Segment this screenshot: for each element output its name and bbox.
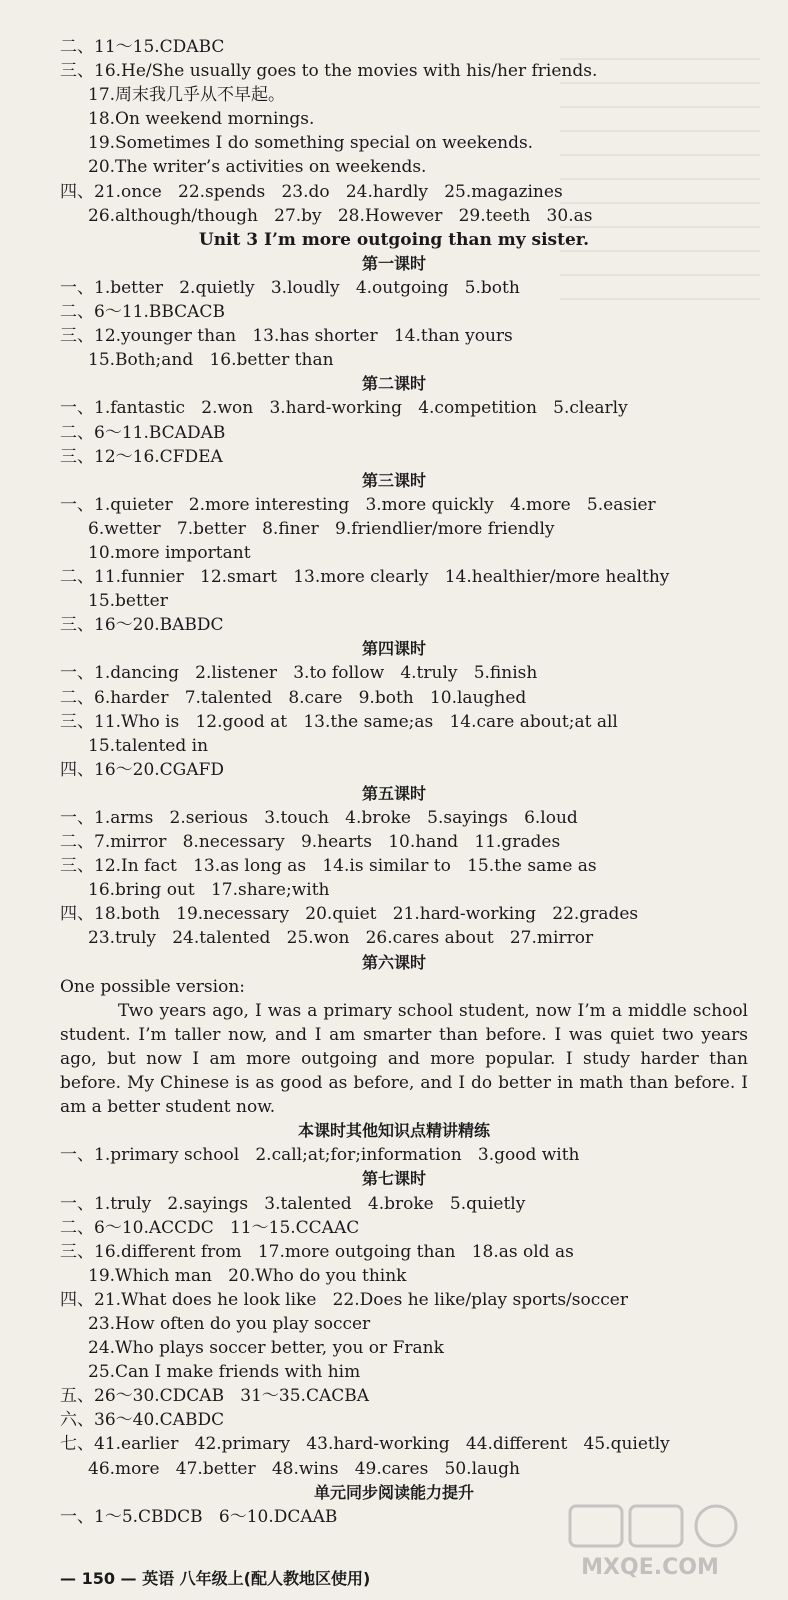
answer-line: 一、1.primary school 2.call;at;for;information 3.good with: [60, 1145, 580, 1166]
answer-line: 46.more 47.better 48.wins 49.cares 50.laugh: [88, 1458, 520, 1479]
answer-line: 四、21.What does he look like 22.Does he like/play sports/soccer: [60, 1289, 628, 1310]
watermark-logo: [530, 1502, 770, 1582]
answer-line: 三、16.different from 17.more outgoing than 18.as old as: [60, 1241, 574, 1262]
answer-line: 26.although/though 27.by 28.However 29.teeth 30.as: [88, 205, 593, 226]
answer-line: 二、11～15.CDABC: [60, 37, 225, 57]
answer-line: One possible version:: [60, 976, 245, 997]
answer-line: 23.truly 24.talented 25.won 26.cares about 27.mirror: [88, 928, 594, 949]
answer-line: 19.Sometimes I do something special on weekends.: [88, 133, 534, 154]
answer-line: 15.talented in: [88, 735, 209, 756]
answer-line: 三、12.In fact 13.as long as 14.is similar to 15.the same as: [60, 856, 597, 877]
answer-line: 三、16.He/She usually goes to the movies with his/her friends.: [60, 61, 598, 82]
section-heading: 单元同步阅读能力提升: [313, 1482, 474, 1502]
section-heading: Unit 3 I’m more outgoing than my sister.: [198, 229, 590, 250]
answer-line: 24.Who plays soccer better, you or Frank: [88, 1338, 444, 1359]
answer-line: 二、6.harder 7.talented 8.care 9.both 10.laughed: [60, 687, 527, 708]
answer-line: 二、11.funnier 12.smart 13.more clearly 14.healthier/more healthy: [60, 567, 670, 588]
answer-line: 三、11.Who is 12.good at 13.the same;as 14.care about;at all: [60, 711, 618, 732]
section-heading: 第五课时: [361, 783, 426, 803]
answer-line: 一、1.quieter 2.more interesting 3.more quickly 4.more 5.easier: [60, 494, 656, 515]
sample-essay: Two years ago, I was a primary school student, now I’m a middle school student. I’m taller now, and I am smarter than before. I was quiet two years ago, but now I am more outgoing and more popular. I study harder than before. My Chinese is as good as before, and I do better in math than before. I am a better student now.: [60, 1000, 748, 1118]
section-heading: 第七课时: [361, 1169, 426, 1189]
section-heading: 第四课时: [361, 639, 426, 659]
answer-line: 三、12.younger than 13.has shorter 14.than yours: [60, 326, 513, 347]
answer-line: 四、21.once 22.spends 23.do 24.hardly 25.magazines: [60, 181, 563, 202]
section-heading: 第六课时: [361, 952, 426, 972]
answer-line: 三、12～16.CFDEA: [60, 446, 223, 467]
answer-line: 10.more important: [88, 542, 251, 563]
answer-line: 17.周末我几乎从不早起。: [88, 85, 286, 106]
answer-line: 一、1.fantastic 2.won 3.hard-working 4.competition 5.clearly: [60, 398, 628, 419]
answer-line: 四、16～20.CGAFD: [60, 759, 224, 780]
page-footer: — 150 — 英语 八年级上(配人教地区使用): [60, 1569, 371, 1588]
answer-line: 六、36～40.CABDC: [60, 1410, 225, 1431]
answer-line: 16.bring out 17.share;with: [88, 880, 330, 901]
answer-line: 15.Both;and 16.better than: [88, 350, 334, 371]
answer-line: 一、1.arms 2.serious 3.touch 4.broke 5.sayings 6.loud: [60, 808, 578, 828]
answer-line: 19.Which man 20.Who do you think: [88, 1265, 407, 1286]
answer-line: 23.How often do you play soccer: [88, 1313, 371, 1334]
section-heading: 第一课时: [361, 253, 426, 273]
answer-line: 25.Can I make friends with him: [88, 1362, 361, 1383]
answer-line: 二、6～11.BBCACB: [60, 302, 225, 323]
answer-line: 6.wetter 7.better 8.finer 9.friendlier/more friendly: [88, 518, 555, 539]
answer-line: 七、41.earlier 42.primary 43.hard-working 44.different 45.quietly: [60, 1434, 670, 1455]
answer-line: 一、1.dancing 2.listener 3.to follow 4.truly 5.finish: [60, 663, 538, 684]
section-heading: 第三课时: [361, 470, 426, 490]
answer-line: 一、1.truly 2.sayings 3.talented 4.broke 5.quietly: [60, 1193, 526, 1214]
section-heading: 第二课时: [361, 374, 426, 394]
answer-line: 20.The writer’s activities on weekends.: [88, 157, 427, 178]
answer-line: 二、6～11.BCADAB: [60, 422, 226, 443]
answer-line: 四、18.both 19.necessary 20.quiet 21.hard-working 22.grades: [60, 904, 639, 925]
answer-line: 一、1.better 2.quietly 3.loudly 4.outgoing 5.both: [60, 277, 520, 298]
watermark-text: MXQE.COM: [581, 1555, 719, 1580]
answer-lines: [0, 35, 788, 1529]
answer-line: 五、26～30.CDCAB 31～35.CACBA: [60, 1386, 370, 1407]
answer-line: 18.On weekend mornings.: [88, 109, 315, 130]
answer-line: 15.better: [88, 591, 168, 612]
answer-line: 二、7.mirror 8.necessary 9.hearts 10.hand 11.grades: [60, 832, 561, 853]
answer-line: 二、6～10.ACCDC 11～15.CCAAC: [60, 1217, 360, 1238]
answer-line: 一、1～5.CBDCB 6～10.DCAAB: [60, 1506, 338, 1527]
section-heading: 本课时其他知识点精讲精练: [297, 1121, 490, 1141]
answer-line: 三、16～20.BABDC: [60, 615, 224, 636]
